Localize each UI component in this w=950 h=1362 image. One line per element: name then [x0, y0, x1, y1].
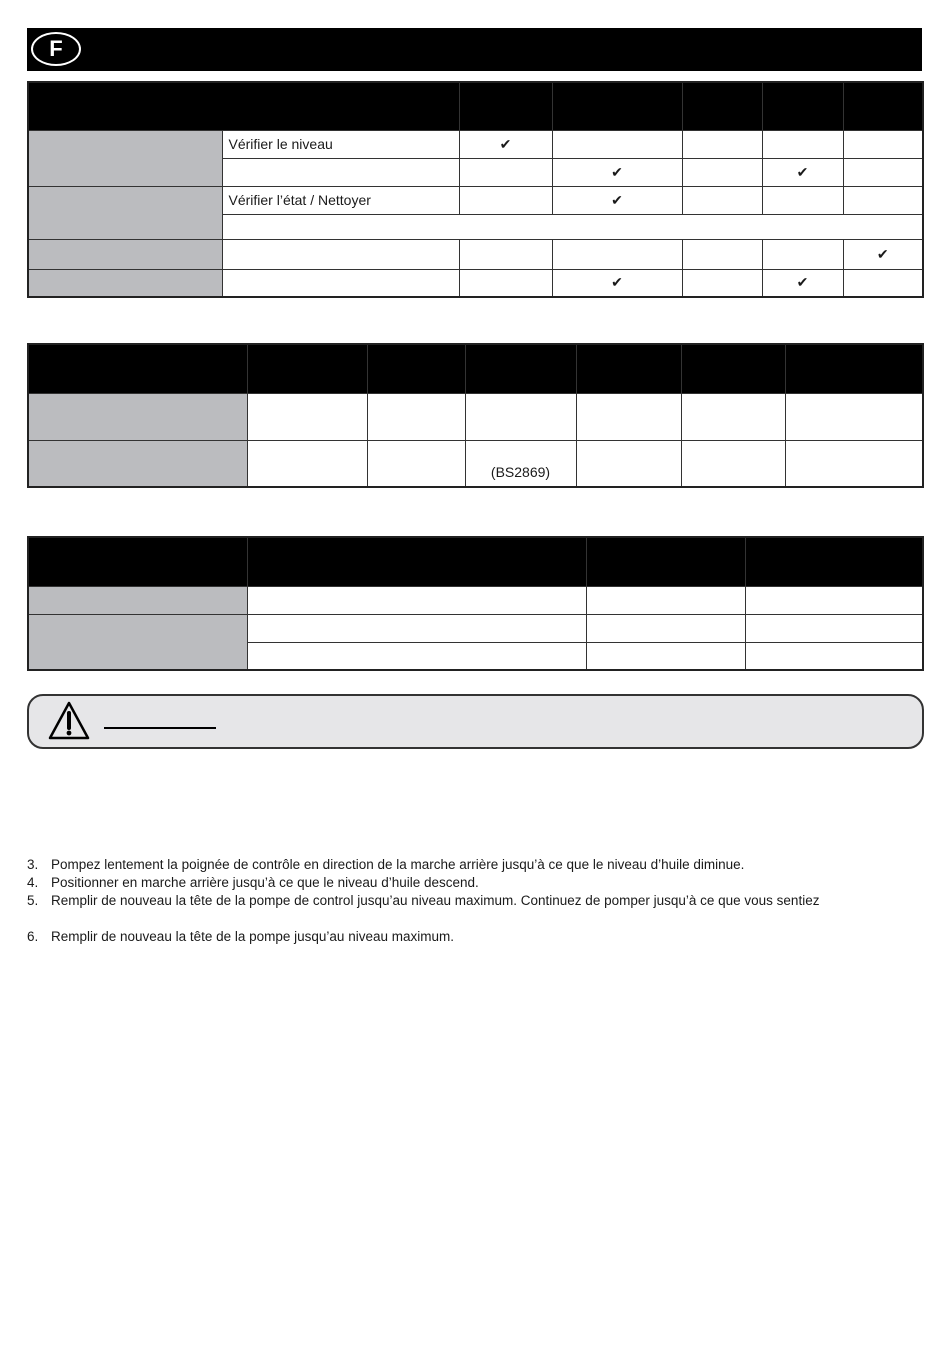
table-header-row	[28, 537, 923, 586]
action-cell: Vérifier l’état / Nettoyer	[222, 186, 459, 214]
lubricant-table	[27, 343, 924, 488]
specification-table	[27, 536, 924, 671]
check-mark-icon: ✔	[762, 158, 843, 186]
check-mark-icon: ✔	[552, 186, 682, 214]
spec-cell: (BS2869)	[465, 440, 576, 487]
list-item: 6. Remplir de nouveau la tête de la pompe jusqu’au niveau maximum.	[27, 929, 454, 944]
check-mark-icon: ✔	[762, 269, 843, 297]
check-mark-icon: ✔	[459, 130, 552, 158]
table-row	[28, 440, 923, 487]
table-row	[28, 239, 923, 269]
warning-triangle-icon	[47, 700, 91, 742]
language-badge: F	[31, 32, 81, 66]
table-row	[28, 130, 923, 158]
action-cell: Vérifier le niveau	[222, 130, 459, 158]
table-header-row	[28, 82, 923, 130]
check-mark-icon: ✔	[552, 158, 682, 186]
table-row	[28, 186, 923, 214]
warning-box	[27, 694, 924, 749]
check-mark-icon: ✔	[552, 269, 682, 297]
check-mark-icon: ✔	[843, 239, 923, 269]
section-header-bar	[27, 28, 922, 71]
list-item: 4. Positionner en marche arrière jusqu’à ce que le niveau d’huile descend.	[27, 875, 479, 890]
procedure-steps	[27, 856, 819, 946]
maintenance-table	[27, 81, 924, 298]
table-row	[28, 586, 923, 614]
table-row	[28, 393, 923, 440]
list-item: 3. Pompez lentement la poignée de contrôle en direction de la marche arrière jusqu’à ce que le niveau d’huile diminue.	[27, 857, 745, 872]
table-row	[28, 269, 923, 297]
warning-title-underline	[104, 727, 216, 729]
table-header-row	[28, 344, 923, 393]
table-row	[28, 614, 923, 642]
list-item: 5. Remplir de nouveau la tête de la pompe de control jusqu’au niveau maximum. Continuez de pomper jusqu’à ce que vous sentiez	[27, 893, 820, 908]
